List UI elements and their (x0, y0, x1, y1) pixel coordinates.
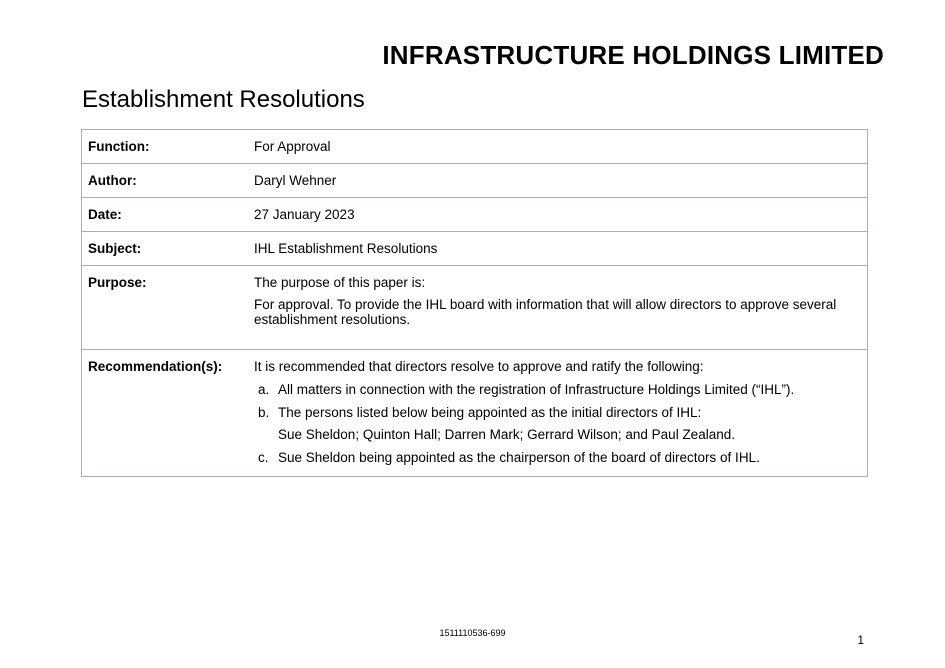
purpose-text: For approval. To provide the IHL board with information that will allow directors to approve several establishment resolutions. (254, 297, 837, 327)
date-value: 27 January 2023 (254, 207, 355, 222)
purpose-row (82, 266, 868, 350)
paper-details-table (81, 129, 868, 477)
recommendations-list (254, 382, 867, 465)
list-item-text: The persons listed below being appointed as the initial directors of IHL: (278, 405, 702, 420)
author-label: Author: (88, 173, 137, 188)
subject-value: IHL Establishment Resolutions (254, 241, 438, 256)
list-marker: b. (258, 405, 270, 420)
author-row (82, 164, 868, 198)
list-item-text: Sue Sheldon being appointed as the chairperson of the board of directors of IHL. (278, 450, 760, 465)
function-row (82, 130, 868, 164)
list-item (254, 382, 867, 397)
subject-row (82, 232, 868, 266)
function-value: For Approval (254, 139, 331, 154)
list-marker: a. (258, 382, 270, 397)
list-item (254, 450, 867, 465)
list-item-subtext: Sue Sheldon; Quinton Hall; Darren Mark; Gerrard Wilson; and Paul Zealand. (278, 427, 735, 442)
purpose-intro: The purpose of this paper is: (254, 275, 426, 290)
recommendations-label: Recommendation(s): (88, 359, 223, 374)
list-item (254, 405, 867, 442)
function-label: Function: (88, 139, 150, 154)
author-value: Daryl Wehner (254, 173, 337, 188)
subject-label: Subject: (88, 241, 142, 256)
recommendations-row (82, 350, 868, 477)
document-code: 1511110536-699 (439, 628, 506, 638)
organisation-name: INFRASTRUCTURE HOLDINGS LIMITED (382, 40, 884, 70)
recommendations-intro: It is recommended that directors resolve to approve and ratify the following: (254, 359, 704, 374)
purpose-label: Purpose: (88, 275, 147, 290)
date-label: Date: (88, 207, 122, 222)
list-marker: c. (258, 450, 269, 465)
date-row (82, 198, 868, 232)
document-title: Establishment Resolutions (82, 86, 365, 113)
list-item-text: All matters in connection with the registration of Infrastructure Holdings Limited (“IHL”). (278, 382, 795, 397)
page-number: 1 (857, 633, 864, 647)
